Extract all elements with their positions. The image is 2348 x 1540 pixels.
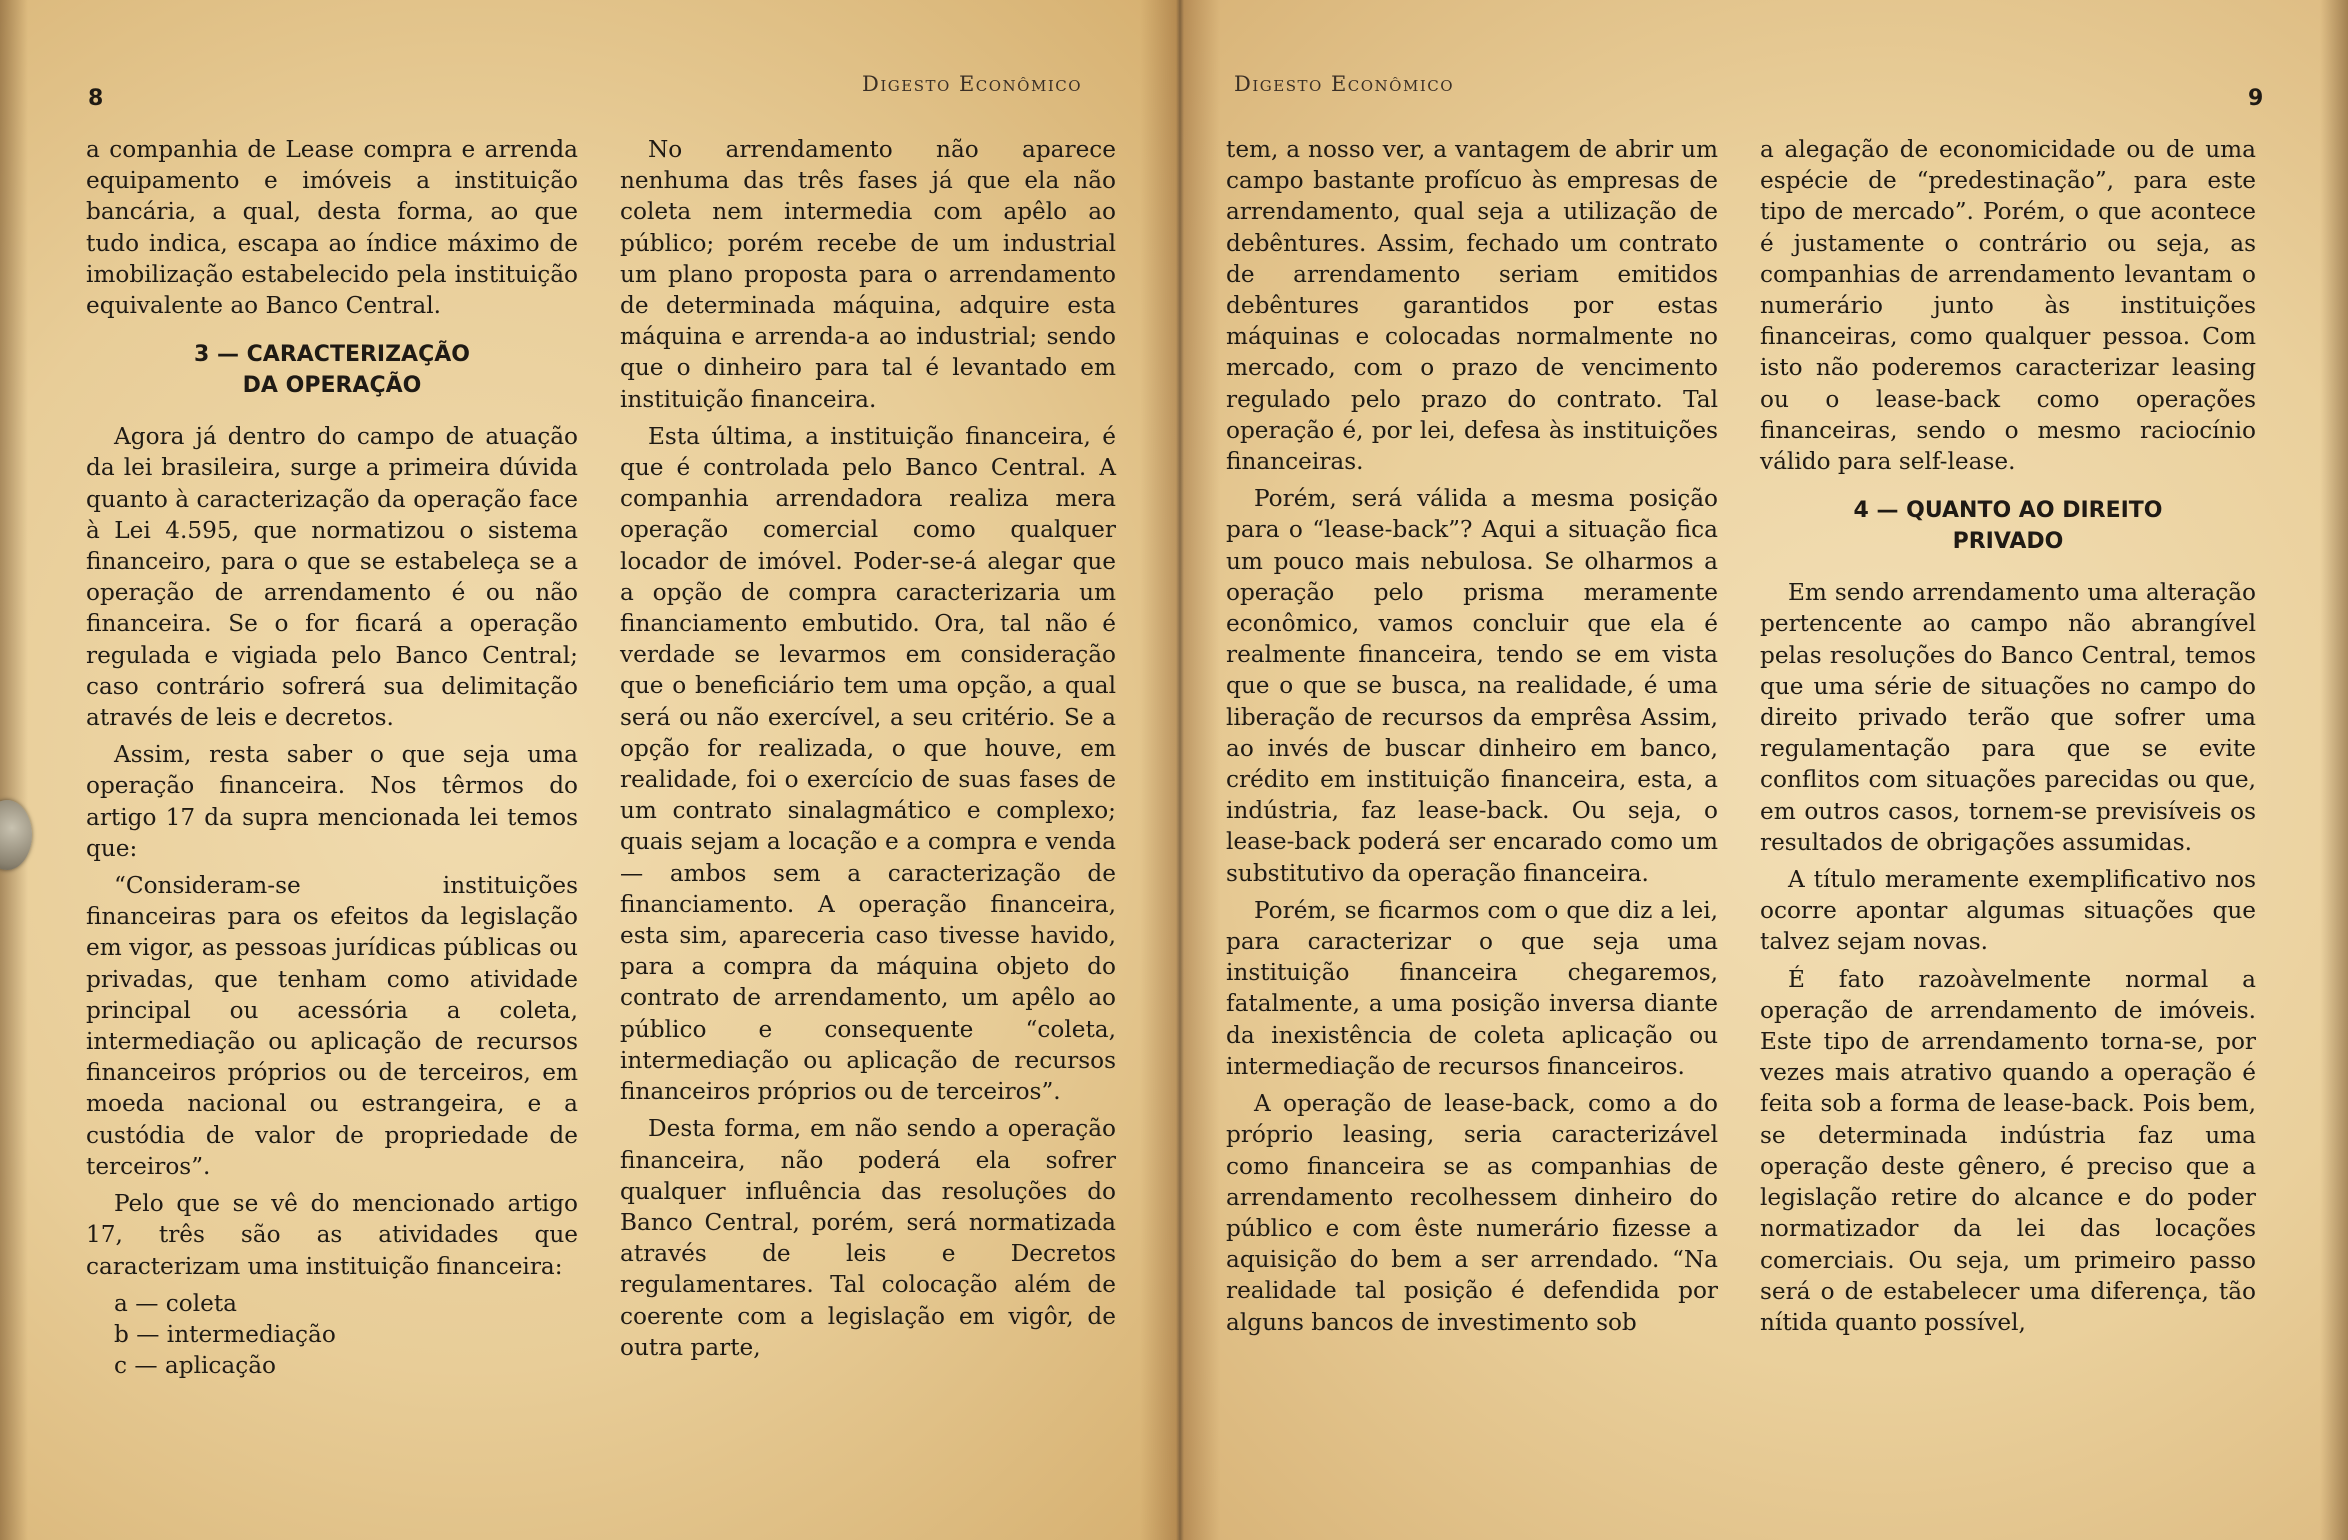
paragraph: Em sendo arrendamento uma alteração pertencente ao campo não abrangível pelas resoluções do Banco Central, temos que uma série de situações no campo do direito privado terão que sofrer uma regulamentação para que se evite conflitos com situações parecidas ou que, em outros casos, tornem-se previsíveis os resultados de obrigações assumidas. — [1760, 579, 2256, 856]
paragraph: Porém, se ficarmos com o que diz a lei, para caracterizar o que seja uma instituição financeira chegaremos, fatalmente, a uma posição inversa diante da inexistência de coleta aplicação ou intermediação de recursos financeiros. — [1226, 896, 1718, 1080]
paragraph: Porém, será válida a mesma posição para o “lease-back”? Aqui a situação fica um pouco mais nebulosa. Se olharmos a operação pelo prisma meramente econômico, vamos concluir que ela é realmente financeira, tendo se em vista que o que se busca, na realidade, é uma liberação de recursos da emprêsa Assim, ao invés de buscar dinheiro em banco, crédito em instituição financeira, esta, a indústria, faz lease-back. Ou seja, o lease-back poderá ser encarado como um substitutivo da operação financeira. — [1226, 485, 1718, 887]
right-page — [1178, 0, 2348, 1540]
running-head-right: Digesto Econômico — [1234, 72, 1455, 96]
paragraph: Assim, resta saber o que seja uma operação financeira. Nos têrmos do artigo 17 da supra mencionada lei temos que: — [86, 741, 578, 862]
left-page-column-1 — [86, 134, 578, 1381]
paragraph: A operação de lease-back, como a do próprio leasing, seria caracterizável como financeira se as companhias de arrendamento recolhessem dinheiro do público e com êste numerário fizesse a aquisição do bem a ser arrendado. “Na realidade tal posição é defendida por alguns bancos de investimento sob — [1226, 1090, 1718, 1336]
left-page-column-2 — [620, 134, 1116, 1369]
right-page-column-2 — [1760, 134, 2256, 1344]
heading-line: 3 — CARACTERIZAÇÃO — [194, 342, 470, 368]
page-number-left: 8 — [88, 86, 104, 111]
list-item: c — aplicação — [114, 1352, 276, 1380]
paragraph: No arrendamento não aparece nenhuma das três fases já que ela não coleta nem intermedia com apêlo ao público; porém recebe de um industrial um plano proposta para o arrendamento de determinada máquina, adquire esta máquina e arrenda-a ao industrial; sendo que o dinheiro para tal é levantado em instituição financeira. — [620, 136, 1116, 413]
section-heading-4 — [1760, 495, 2256, 557]
list-item: a — coleta — [114, 1289, 237, 1317]
paragraph: Agora já dentro do campo de atuação da lei brasileira, surge a primeira dúvida quanto à caracterização da operação face à Lei 4.595, que normatizou o sistema financeiro, para o que se estabeleça se a operação de arrendamento é ou não financeira. Se o for ficará a operação regulada e vigiada pelo Banco Central; caso contrário sofrerá sua delimitação através de leis e decretos. — [86, 423, 578, 732]
section-heading-3 — [86, 339, 578, 401]
paragraph: Esta última, a instituição financeira, é que é controlada pelo Banco Central. A companhia arrendadora realiza mera operação comercial como qualquer locador de imóvel. Poder-se-á alegar que a opção de compra caracterizaria um financiamento embutido. Ora, tal não é verdade se levarmos em consideração que o beneficiário tem uma opção, a qual será ou não exercível, a seu critério. Se a opção for realizada, o que houve, em realidade, foi o exercício de suas fases de um contrato sinalagmático e complexo; quais sejam a locação e a compra e venda — ambos sem a caracterização de financiamento. A operação financeira, esta sim, apareceria caso tivesse havido, para a compra da máquina objeto do contrato de arrendamento, um apêlo ao público e consequente “coleta, intermediação ou aplicação de recursos financeiros próprios ou de terceiros”. — [620, 422, 1116, 1106]
list-item: b — intermediação — [114, 1320, 336, 1348]
paragraph: a alegação de economicidade ou de uma espécie de “predestinação”, para este tipo de mercado”. Porém, o que acontece é justamente o contrário ou seja, as companhias de arrendamento levantam o numerário junto às instituições financeiras, como qualquer pessoa. Com isto não poderemos caracterizar leasing ou o lease-back como operações financeiras, sendo o mesmo raciocínio válido para self-lease. — [1760, 136, 2256, 476]
heading-line: 4 — QUANTO AO DIREITO — [1853, 498, 2163, 524]
heading-line: DA OPERAÇÃO — [242, 373, 422, 399]
heading-line: PRIVADO — [1952, 529, 2064, 555]
page-number-right: 9 — [2248, 86, 2264, 111]
paragraph: tem, a nosso ver, a vantagem de abrir um campo bastante profícuo às empresas de arrendamento, qual seja a utilização de debêntures. Assim, fechado um contrato de arrendamento seriam emitidos debêntures garantidos por estas máquinas e colocadas normalmente no mercado, com o prazo de vencimento regulado pelo prazo do contrato. Tal operação é, por lei, defesa às instituições financeiras. — [1226, 136, 1718, 476]
page-edge-shadow — [0, 0, 28, 1540]
paragraph: a companhia de Lease compra e arrenda equipamento e imóveis a instituição bancária, a qual, desta forma, ao que tudo indica, escapa ao índice máximo de imobilização estabelecido pela instituição equivalente ao Banco Central. — [86, 136, 578, 320]
paragraph: A título meramente exemplificativo nos ocorre apontar algumas situações que talvez sejam novas. — [1760, 866, 2256, 956]
paragraph: Desta forma, em não sendo a operação financeira, não poderá ela sofrer qualquer influência das resoluções do Banco Central, porém, será normatizada através de leis e Decretos regulamentares. Tal colocação além de coerente com a legislação em vigôr, de outra parte, — [620, 1115, 1116, 1361]
paragraph: Pelo que se vê do mencionado artigo 17, três são as atividades que caracterizam uma instituição financeira: — [86, 1190, 578, 1280]
page-edge-shadow — [2320, 0, 2348, 1540]
quotation: “Consideram-se instituições financeiras para os efeitos da legislação em vigor, as pessoas jurídicas públicas ou privadas, que tenham como atividade principal ou acessória a coleta, intermediação ou aplicação de recursos financeiros próprios ou de terceiros, em moeda nacional ou estrangeira, e a custódia de valor de propriedade de terceiros”. — [86, 872, 578, 1180]
paragraph: É fato razoàvelmente normal a operação de arrendamento de imóveis. Este tipo de arrendamento torna-se, por vezes mais atrativo quando a operação é feita sob a forma de lease-back. Pois bem, se determinada indústria faz uma operação deste gênero, é preciso que a legislação retire do alcance e do poder normatizador da lei das locações comerciais. Ou seja, um primeiro passo será o de estabelecer uma diferença, tão nítida quanto possível, — [1760, 965, 2256, 1336]
right-page-column-1 — [1226, 134, 1718, 1344]
running-head-left: Digesto Econômico — [862, 72, 1083, 96]
